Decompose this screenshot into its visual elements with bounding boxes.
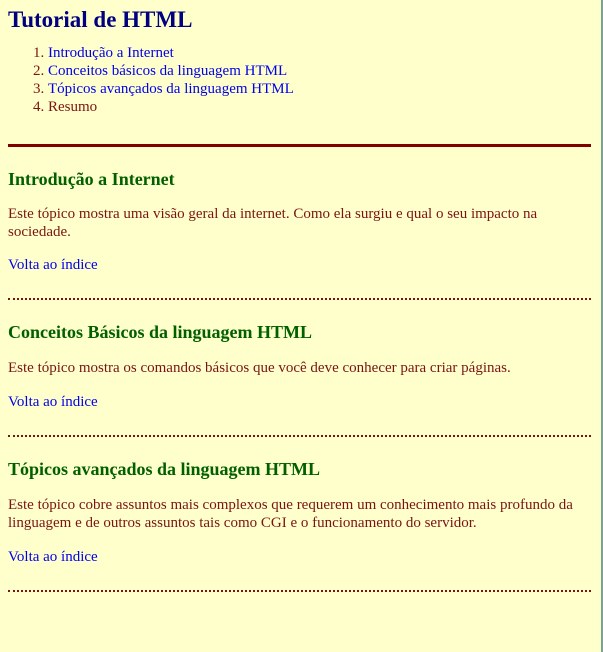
back-link-wrapper: [8, 548, 591, 566]
back-link-wrapper: [8, 256, 591, 274]
section-heading: Introdução a Internet: [8, 169, 175, 189]
section-description: Este tópico mostra uma visão geral da internet. Como ela surgiu e qual o seu impacto na sociedade.: [8, 206, 538, 240]
toc-item: [48, 44, 591, 62]
table-of-contents: [8, 44, 591, 116]
section-description: Este tópico mostra os comandos básicos que você deve conhecer para criar páginas.: [8, 360, 511, 376]
toc-link-topicos-avancados[interactable]: Tópicos avançados da linguagem HTML: [48, 81, 294, 97]
section-introducao: [8, 147, 591, 300]
back-to-index-link[interactable]: Volta ao índice: [8, 257, 98, 273]
section-description: Este tópico cobre assuntos mais complexos que requerem um conhecimento mais profundo da linguagem e de outros assuntos tais como CGI e o funcionamento do servidor.: [8, 497, 573, 531]
toc-item: [48, 80, 591, 98]
section-topicos-avancados: [8, 437, 591, 592]
toc-item-resumo: Resumo: [48, 99, 98, 115]
back-to-index-link[interactable]: Volta ao índice: [8, 549, 98, 565]
toc-link-conceitos-basicos[interactable]: Conceitos básicos da linguagem HTML: [48, 63, 288, 79]
section-divider-dotted: [8, 590, 591, 592]
back-to-index-link[interactable]: Volta ao índice: [8, 394, 98, 410]
toc-item: [48, 62, 591, 80]
section-conceitos-basicos: [8, 300, 591, 437]
page-title: Tutorial de HTML: [8, 7, 193, 32]
back-link-wrapper: [8, 393, 591, 411]
toc-item: [48, 98, 591, 116]
section-heading: Tópicos avançados da linguagem HTML: [8, 459, 321, 479]
section-heading: Conceitos Básicos da linguagem HTML: [8, 322, 313, 342]
toc-link-introducao[interactable]: Introdução a Internet: [48, 45, 174, 61]
